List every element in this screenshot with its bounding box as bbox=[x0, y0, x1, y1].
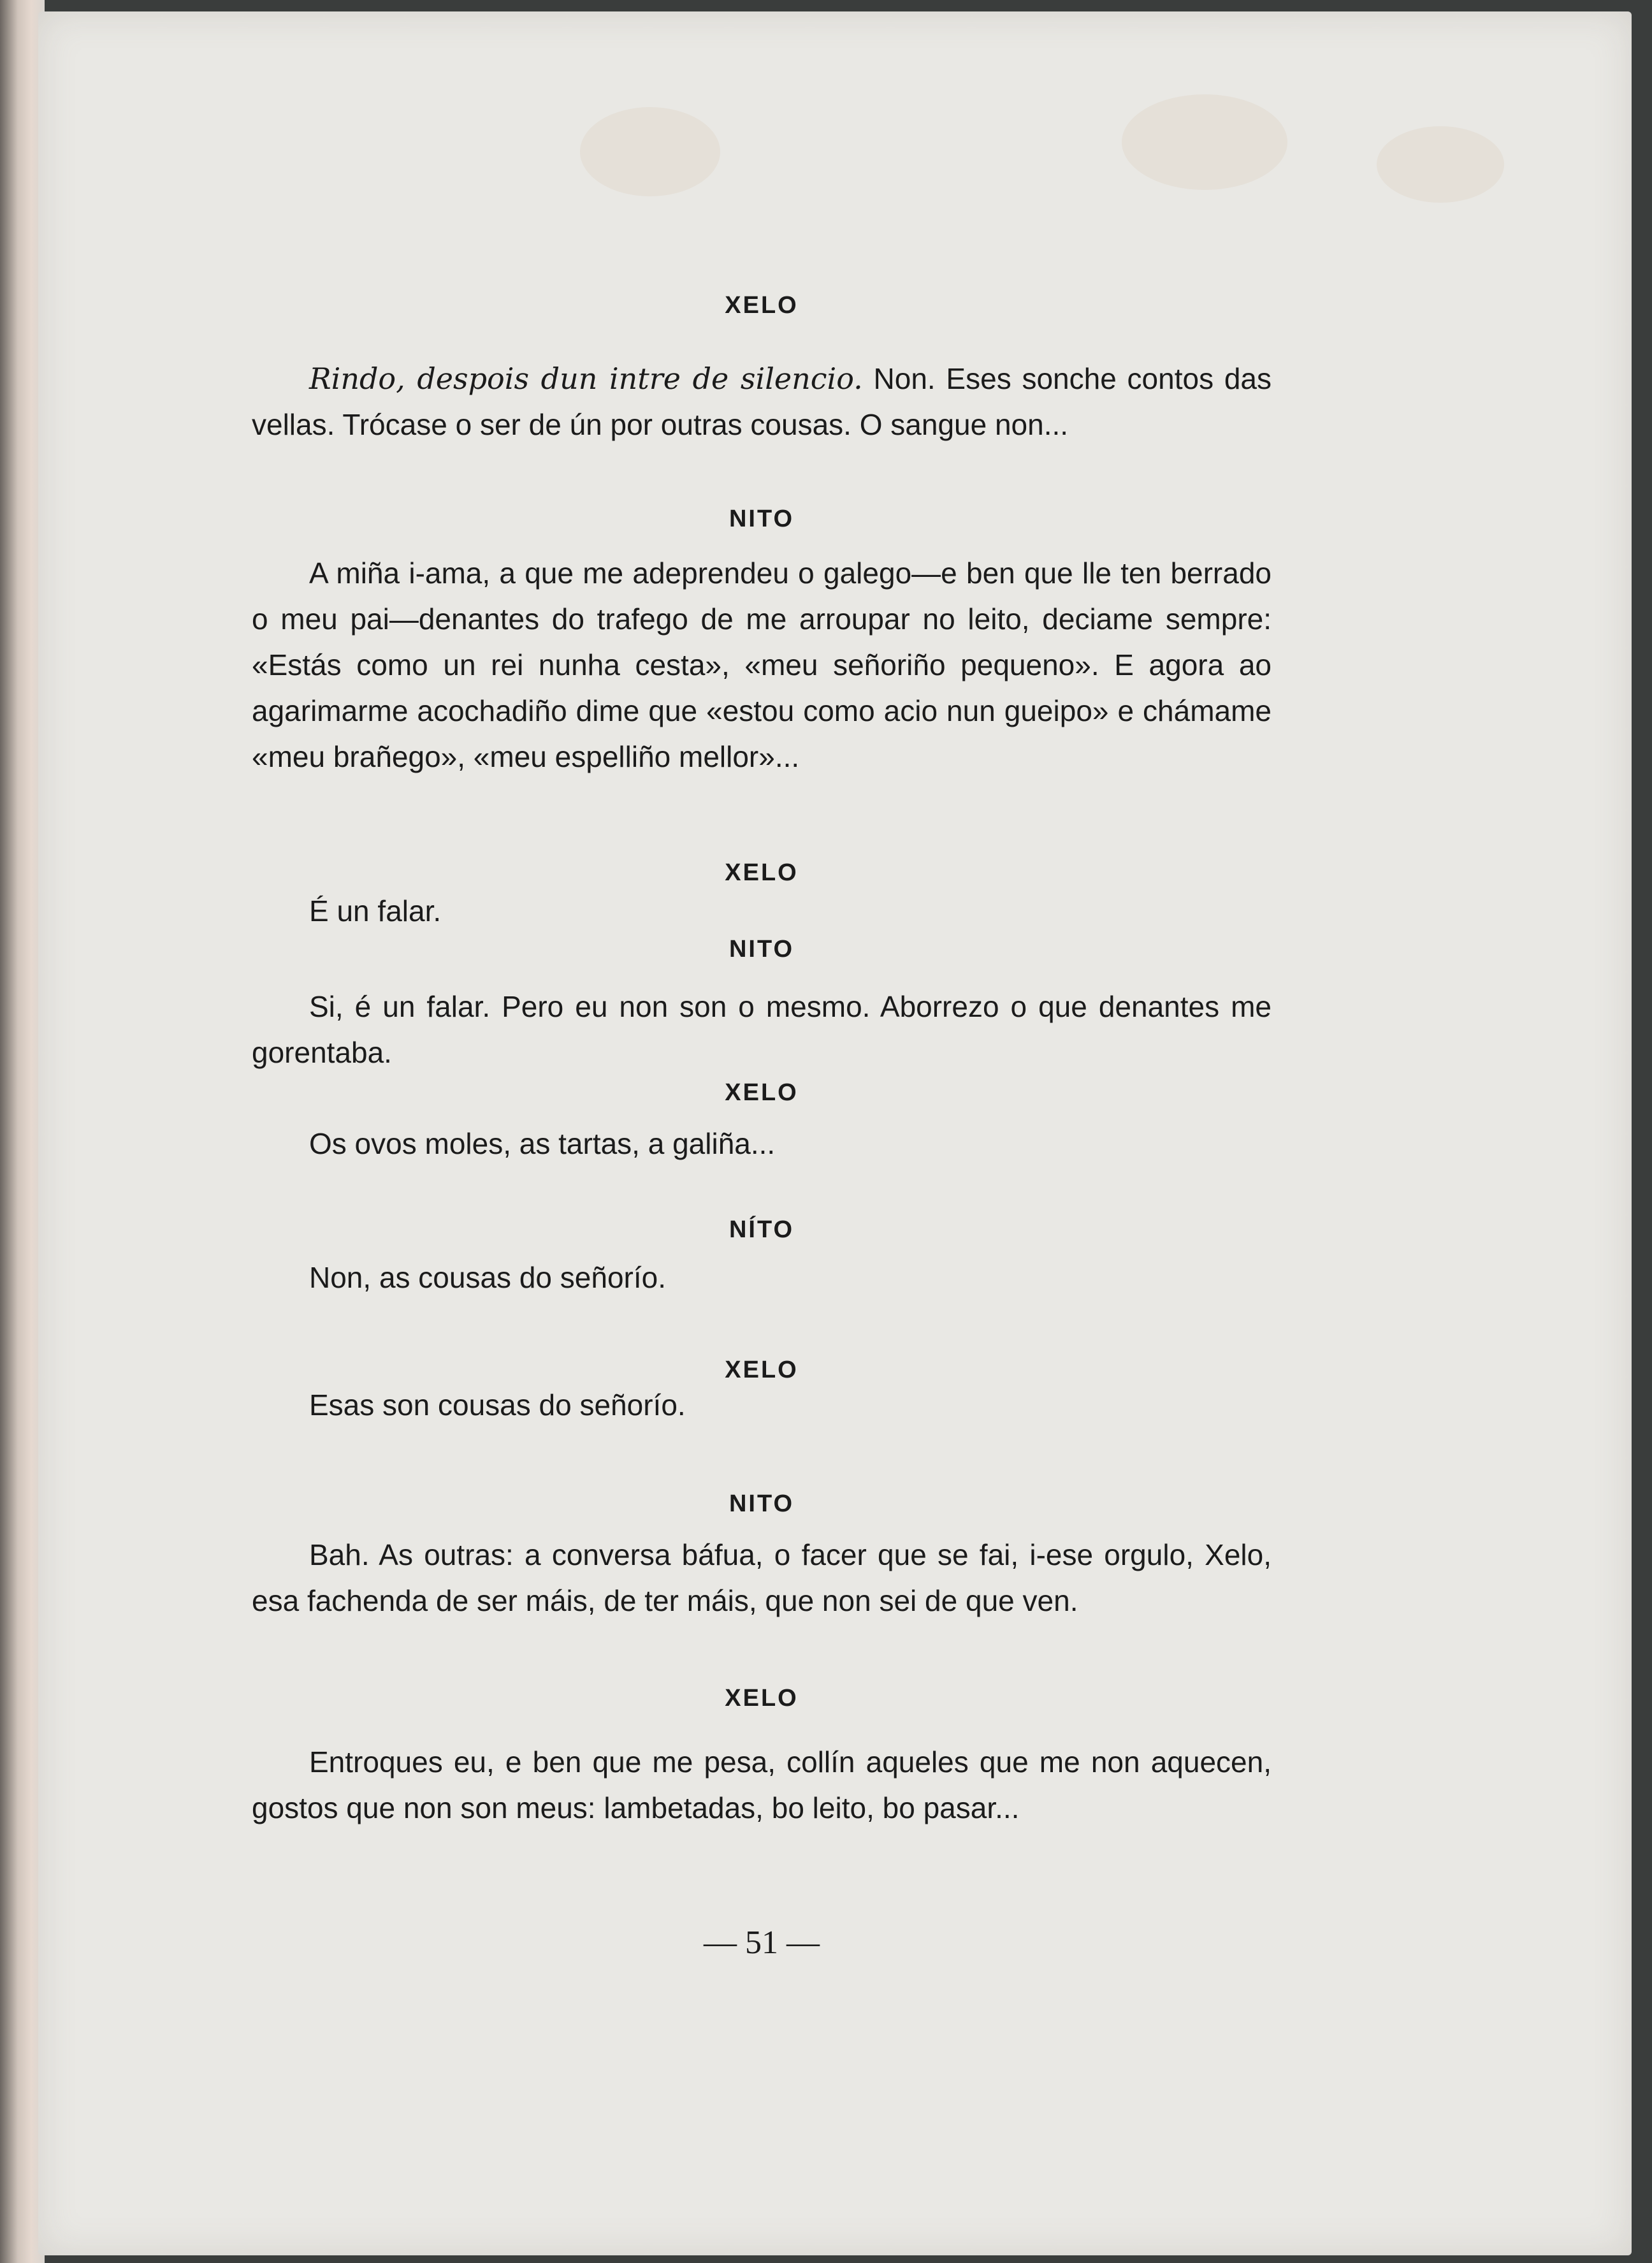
speaker-label: NITO bbox=[728, 1490, 795, 1517]
speaker-label: XELO bbox=[725, 1685, 799, 1712]
dialogue-paragraph: Os ovos moles, as tartas, a galiña... bbox=[309, 1127, 776, 1160]
speaker-label: NÍTO bbox=[728, 1216, 795, 1243]
dialogue-paragraph: Entroques eu, e ben que me pesa, collín aqueles que me non aquecen, gostos que non son meus: lambetadas, bo leito, bo pasar... bbox=[252, 1745, 1272, 1824]
paper-stain bbox=[580, 107, 720, 196]
speaker-label: NITO bbox=[728, 506, 795, 532]
book-page bbox=[38, 11, 1632, 2255]
dialogue-paragraph: Si, é un falar. Pero eu non son o mesmo. Aborrezo o que denantes me gorentaba. bbox=[252, 990, 1272, 1069]
dialogue-paragraph: Non, as cousas do señorío. bbox=[309, 1261, 666, 1294]
stage-direction: Rindo, despois dun intre de silencio. bbox=[309, 361, 863, 396]
speaker-label: NITO bbox=[728, 936, 795, 963]
speaker-label: XELO bbox=[725, 292, 799, 319]
paper-stain bbox=[1377, 126, 1504, 203]
dialogue-paragraph: A miña i-ama, a que me adeprendeu o galego—e ben que lle ten berrado o meu pai—denantes do trafego de me arroupar no leito, deciame sempre: «Estás como un rei nunha cesta», «meu señoriño pequeno». E agora ao agarimarme acochadiño dime que «estou como acio nun gueipo» e chámame «meu brañego», «meu espelliño mellor»... bbox=[252, 557, 1272, 773]
dialogue-paragraph: É un falar. bbox=[309, 894, 442, 928]
page-number: — 51 — bbox=[704, 1925, 820, 1961]
speaker-label: XELO bbox=[725, 1357, 799, 1383]
dialogue-text: Non. Eses sonche contos das vellas. Trócase o ser de ún por outras cousas. O sangue non... bbox=[252, 362, 1272, 441]
speaker-label: XELO bbox=[725, 1079, 799, 1106]
dialogue-paragraph: Bah. As outras: a conversa báfua, o facer que se fai, i-ese orgulo, Xelo, esa fachenda de ser máis, de ter máis, que non sei de que ven. bbox=[252, 1538, 1272, 1617]
speaker-label: XELO bbox=[725, 859, 799, 886]
dialogue-paragraph bbox=[252, 356, 1272, 448]
dialogue-paragraph: Esas son cousas do señorío. bbox=[309, 1388, 686, 1422]
paper-stain bbox=[1122, 94, 1287, 190]
